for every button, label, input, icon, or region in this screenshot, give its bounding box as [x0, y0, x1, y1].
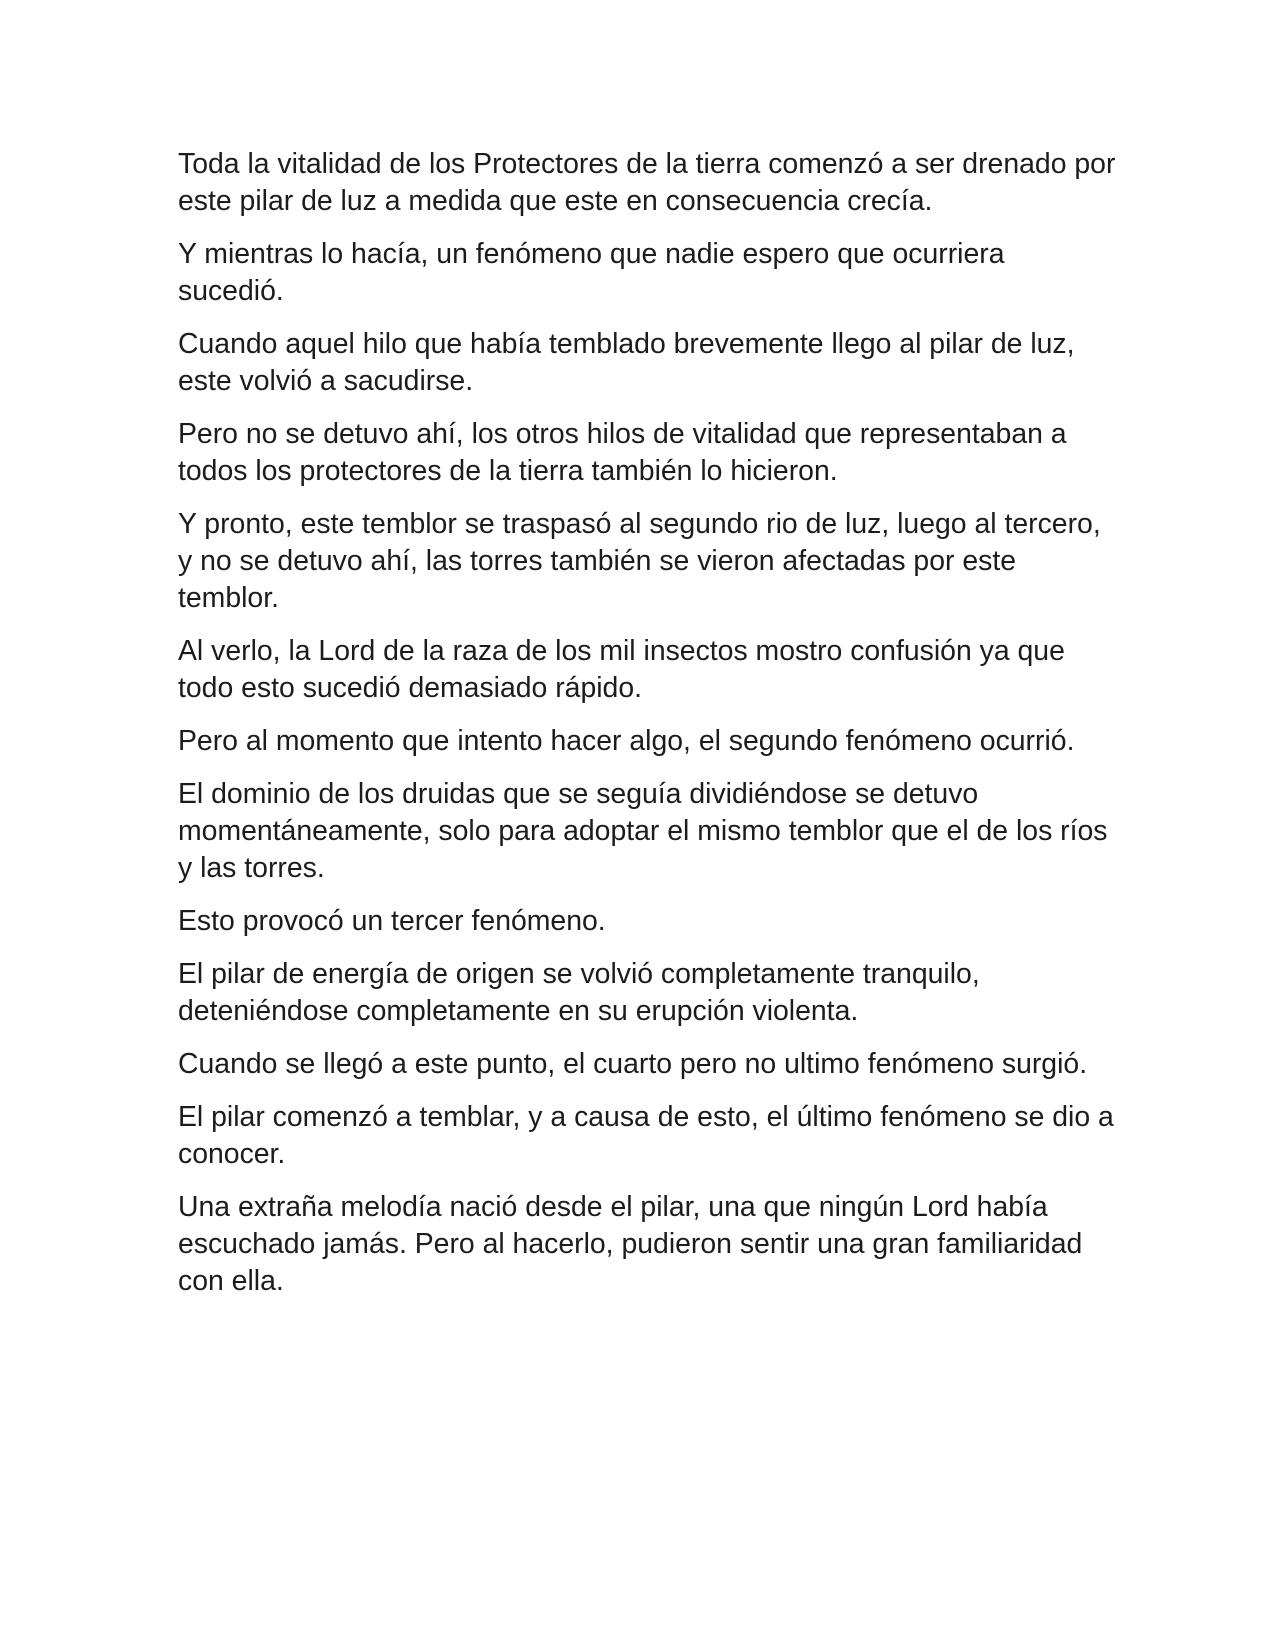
paragraph-12: El pilar comenzó a temblar, y a causa de esto, el último fenómeno se dio a conocer. [178, 1101, 1114, 1170]
paragraph-2: Y mientras lo hacía, un fenómeno que nadie espero que ocurriera sucedió. [178, 238, 1005, 307]
paragraph-7: Pero al momento que intento hacer algo, el segundo fenómeno ocurrió. [178, 725, 1075, 757]
paragraph-8: El dominio de los druidas que se seguía dividiéndose se detuvo momentáneamente, solo para adoptar el mismo temblor que el de los ríos y las torres. [178, 778, 1108, 884]
paragraph-5: Y pronto, este temblor se traspasó al segundo rio de luz, luego al tercero, y no se detuvo ahí, las torres también se vieron afectadas por este temblor. [178, 508, 1101, 614]
paragraph-11: Cuando se llegó a este punto, el cuarto pero no ultimo fenómeno surgió. [178, 1048, 1088, 1080]
paragraph-3: Cuando aquel hilo que había temblado brevemente llego al pilar de luz, este volvió a sacudirse. [178, 328, 1075, 397]
paragraph-9: Esto provocó un tercer fenómeno. [178, 905, 606, 937]
document-body [178, 146, 1118, 1316]
paragraph-6: Al verlo, la Lord de la raza de los mil insectos mostro confusión ya que todo esto sucedió demasiado rápido. [178, 635, 1065, 704]
paragraph-1: Toda la vitalidad de los Protectores de la tierra comenzó a ser drenado por este pilar de luz a medida que este en consecuencia crecía. [178, 148, 1116, 217]
paragraph-13: Una extraña melodía nació desde el pilar, una que ningún Lord había escuchado jamás. Pero al hacerlo, pudieron sentir una gran familiaridad con ella. [178, 1191, 1083, 1297]
paragraph-10: El pilar de energía de origen se volvió completamente tranquilo, deteniéndose completamente en su erupción violenta. [178, 958, 980, 1027]
paragraph-4: Pero no se detuvo ahí, los otros hilos de vitalidad que representaban a todos los protectores de la tierra también lo hicieron. [178, 418, 1067, 487]
